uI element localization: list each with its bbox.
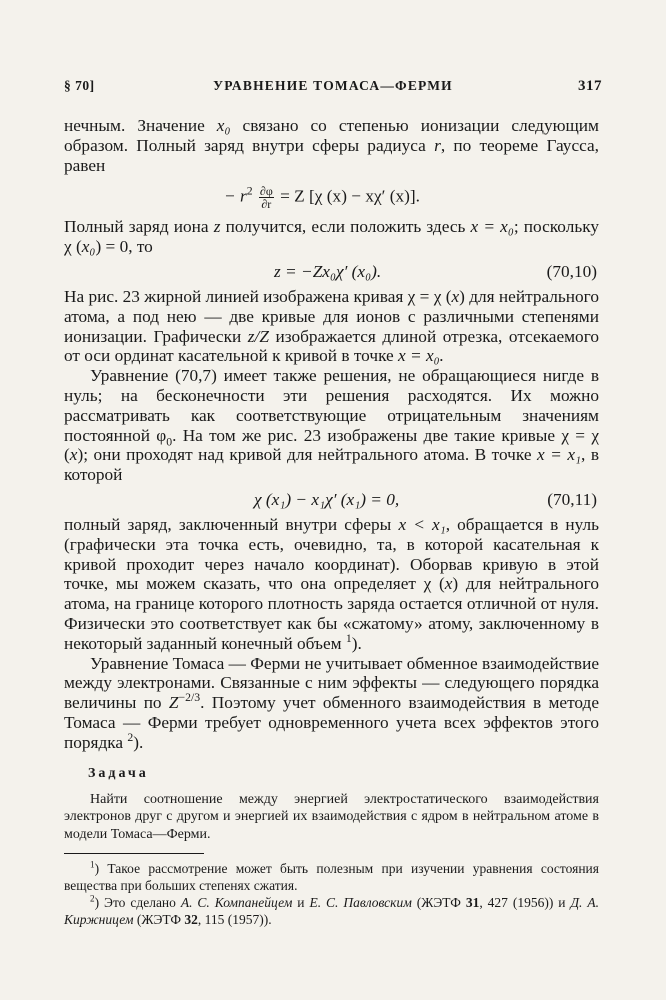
equation-70-10: z = −Zx₀χ′ (x₀). (70,10): [274, 261, 597, 281]
paragraph-5: полный заряд, заключенный внутри сферы x < x₁, обращается в нуль (графически эта точка есть, очевидно, та, в которой касательная к кривой проходит через начало координат). Оборвав кривую в этой точке, мы можем сказать, что она определяет χ (x) для нейтрального атома, на границе которого плотность заряда остается отличной от нуля. Физически это соответствует как бы «сжатому» атому, заключенному в некоторый заданный конечный объем $^1$).: [64, 514, 599, 653]
footnote-1: $^1$) Такое рассмотрение может быть полезным при изучении уравнения состояния вещества при больших степенях сжатия.: [64, 859, 599, 893]
equation-gauss: − $r^2$ $\frac{\partial\varphi}{\partial r}$ = Z [χ (x) − xχ′ (x)].: [224, 184, 420, 212]
equation-number: (70,11): [547, 489, 597, 509]
fraction: $\frac{\partial\varphi}{\partial r}$: [259, 184, 273, 212]
paragraph-3: На рис. 23 жирной линией изображена кривая χ = χ (x) для нейтрального атома, а под нею — две кривые для ионов с различными степенями ионизации. Графически z/Z изображается длиной отрезка, отсекаемого от оси ординат касательной к кривой в точке x = x₀.: [64, 286, 599, 366]
main-text: [64, 116, 599, 753]
footnote-divider: [64, 853, 204, 854]
equation-70-11: χ (x₁) − x₁χ′ (x₁) = 0, (70,11): [254, 489, 597, 509]
section-number: § 70]: [64, 78, 95, 93]
running-title: УРАВНЕНИЕ ТОМАСА—ФЕРМИ: [213, 78, 453, 93]
paragraph-2: Полный заряд иона z получится, если положить здесь x = x₀; поскольку χ (x₀) = 0, то: [64, 217, 600, 257]
equation-number: (70,10): [546, 261, 597, 281]
task-heading: Задача: [88, 766, 149, 781]
footnote-2: $^2$) Это сделано А. С. Компанейцем и Е. С. Павловским (ЖЭТФ 31, 427 (1956)) и Д. А. Киржницем (ЖЭТФ 32, 115 (1957)).: [64, 893, 599, 927]
page-number: 317: [578, 78, 602, 94]
paragraph-4: Уравнение (70,7) имеет также решения, не обращающиеся нигде в нуль; на бесконечности эти решения расходятся. Их можно рассматривать как соответствующие отрицательным значениям постоянной $\varphi_0$. На том же рис. 23 изображены две такие кривые χ = χ (x); они проходят над кривой для нейтрального атома. В точке x = x₁, в которой: [64, 366, 599, 485]
paragraph-1: нечным. Значение x₀ связано со степенью ионизации следующим образом. Полный заряд внутри сферы радиуса r, по теореме Гаусса, равен: [64, 116, 599, 175]
paragraph-6: Уравнение Томаса — Ферми не учитывает обменное взаимодействие между электронами. Связанные с ним эффекты — следующего порядка величины по $Z^{-2/3}$. Поэтому учет обменного взаимодействия в методе Томаса — Ферми требует одновременного учета всех эффектов этого порядка $^2$).: [64, 653, 599, 752]
footnote-ref-1[interactable]: 1: [345, 631, 352, 645]
footnote-ref-2[interactable]: 2: [127, 730, 134, 744]
task-text: Найти соотношение между энергией электростатического взаимодействия электронов друг с другом и энергией их взаимодействия с ядром в нейтральном атоме в модели Томаса—Ферми.: [64, 792, 599, 842]
